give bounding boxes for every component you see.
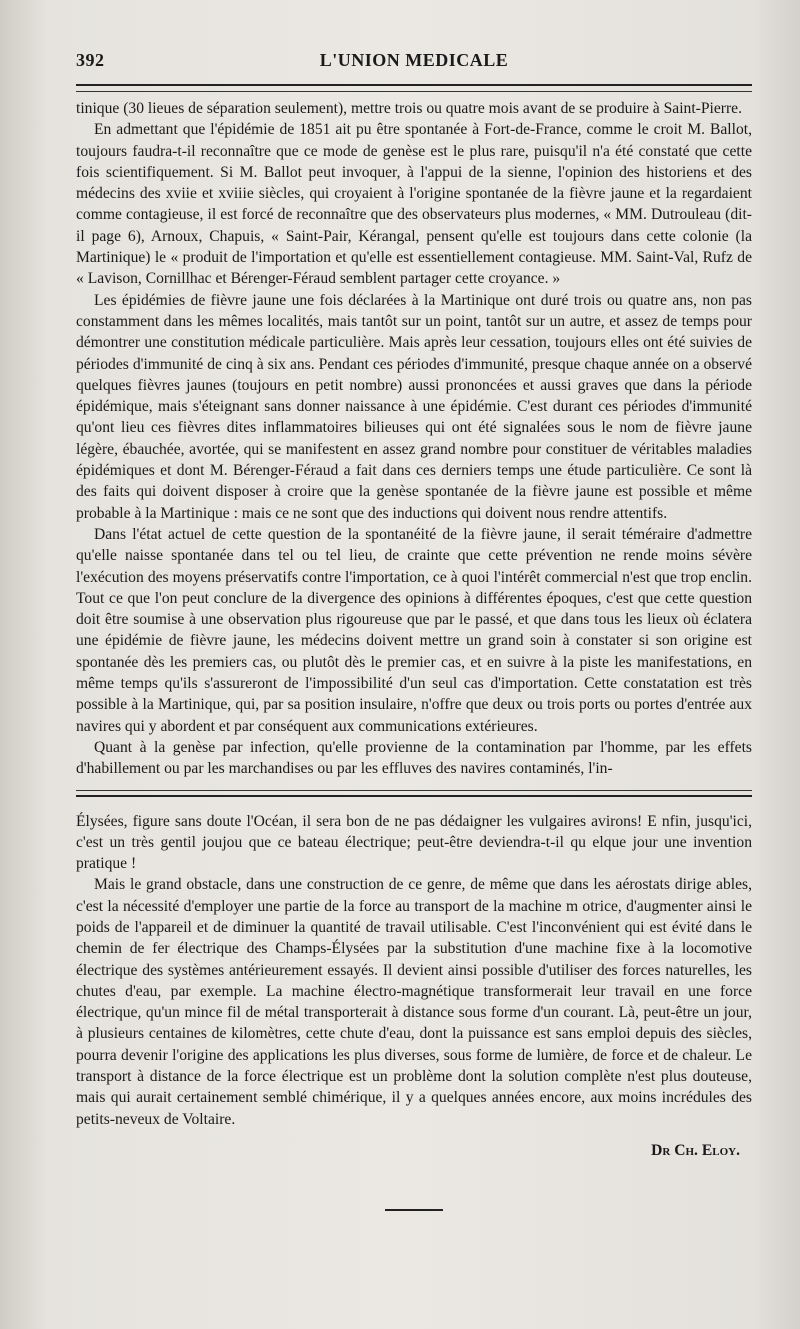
article-paragraph: En admettant que l'épidémie de 1851 ait pu être spontanée à Fort-de-France, comme le croit M. Ballot, toujours faudra-t-il reconnaître que ce mode de genèse est le plus rare, puisqu'il n'a été constaté que cette fois scientifiquement. Si M. Ballot peut invoquer, à l'appui de la sienne, l'opinion des historiens et des médecins des xviie et xviiie siècles, qui croyaient à l'origine spontanée de la fièvre jaune et la regardaient comme contagieuse, il est forcé de reconnaître que des observateurs plus modernes, « MM. Dutrouleau (dit-il page 6), Arnoux, Chapuis, « Saint-Pair, Kérangal, pensent qu'elle est toujours dans cette colonie (la Martinique) le « produit de l'importation et qu'elle est essentiellement contagieuse. MM. Saint-Val, Rufz de « Lavison, Cornillhac et Bérenger-Féraud semblent partager cette croyance. » (76, 121, 752, 288)
running-head (76, 44, 752, 76)
article-paragraph: Quant à la genèse par infection, qu'elle provienne de la contamination par l'homme, par les effets d'habillement ou par les marchandises ou par les effluves des navires contaminés, l'in- (76, 738, 752, 778)
article-paragraph: tinique (30 lieues de séparation seulement), mettre trois ou quatre mois avant de se produire à Saint-Pierre. (76, 100, 742, 117)
article-paragraph: Dans l'état actuel de cette question de la spontanéité de la fièvre jaune, il serait téméraire d'admettre qu'elle naisse spontanée dans tel ou tel lieu, de crainte que cette prévention ne rende moins sévère l'exécution des moyens préservatifs contre l'importation, ce à quoi l'intérêt commercial n'est que trop enclin. Tout ce que l'on peut conclure de la divergence des opinions à différentes époques, c'est que cette question doit être soumise à une observation plus rigoureuse que par le passé, et que dans tous les lieux où éclatera une épidémie de fièvre jaune, les médecins doivent mettre un grand soin à constater si son origine est spontanée dès les premiers cas, ou plutôt dès le premier cas, et en suivre à la piste les manifestations, en même temps qu'ils s'assureront de l'impossibilité d'un seul cas d'importation. Cette constatation est très possible à la Martinique, qui, par sa position insulaire, n'offre que deux ou trois ports ou portes d'entrée aux navires qui y abordent et par conséquent aux communications extérieures. (76, 525, 752, 735)
author-signature (76, 1140, 752, 1161)
feuilleton-body (76, 811, 752, 1162)
end-rule (385, 1209, 443, 1211)
journal-title: L'UNION MEDICALE (319, 50, 509, 70)
feuilleton-paragraph: Mais le grand obstacle, dans une construction de ce genre, de même que dans les aérostats dirige ables, c'est la nécessité d'employer une partie de la force au transport de la machine m otrice, d'augmenter ainsi le poids de l'appareil et de diminuer la quantité de travail utilisable. C'est l'inconvénient qui est évité dans le chemin de fer électrique des Champs-Élysées par la substitution d'une machine fixe à la locomotive électrique des systèmes antérieurement essayés. Il devient ainsi possible d'utiliser des forces naturelles, les chutes d'eau, par exemple. La machine électro-magnétique transformerait leur travail en une force électrique, qu'un mince fil de métal transporterait à distance sous forme d'un courant. Là, peut-être un jour, à plusieurs centaines de kilomètres, cette chute d'eau, dont la puissance est sans emploi depuis des siècles, pourra devenir l'origine des applications les plus diverses, sous forme de lumière, de force et de chaleur. Le transport à distance de la force électrique est un problème dont la solution complète n'est plus douteuse, mais qui aurait certainement semblé chimérique, il y a quelques années encore, aux moins incrédules des petits-neveux de Voltaire. (76, 876, 752, 1128)
header-rule (76, 84, 752, 92)
article-paragraph: Les épidémies de fièvre jaune une fois déclarées à la Martinique ont duré trois ou quatre ans, non pas constamment dans les mêmes localités, mais tantôt sur un point, tantôt sur un autre, et assez de temps pour démontrer une constitution médicale particulière. Mais après leur cessation, toujours elles ont été suivies de périodes d'immunité de cinq à six ans. Pendant ces périodes d'immunité, presque chaque année on a observé quelques fièvres jaunes (toujours en petit nombre) aussi prononcées et aussi graves que dans la période épidémique, mais s'éteignant sans donner naissance à une épidémie. C'est durant ces périodes d'immunité qu'ont lieu ces fièvres dites inflammatoires bilieuses qui ont été signalées sous le nom de fièvre jaune légère, ébauchée, avortée, qui se manifestent en assez grand nombre pour constituer de véritables maladies épidémiques et dont M. Bérenger-Féraud a fait dans ces derniers temps une étude particulière. Ce sont là des faits qui doivent disposer à croire que la genèse spontanée de la fièvre jaune est possible et même probable à la Martinique : mais ce ne sont que des inductions qui doivent nous rendre attentifs. (76, 291, 752, 522)
article-body (76, 98, 752, 780)
feuilleton-paragraph: Élysées, figure sans doute l'Océan, il sera bon de ne pas dédaigner les vulgaires avirons! E nfin, jusqu'ici, c'est un très gentil joujou que ce bateau électrique; peut-être deviendra-t-il qu elque jour une invention pratique ! (76, 812, 752, 873)
feuilleton-separator (76, 790, 752, 797)
signature-text: Dr Ch. Eloy. (651, 1141, 740, 1159)
page-number: 392 (76, 50, 105, 70)
